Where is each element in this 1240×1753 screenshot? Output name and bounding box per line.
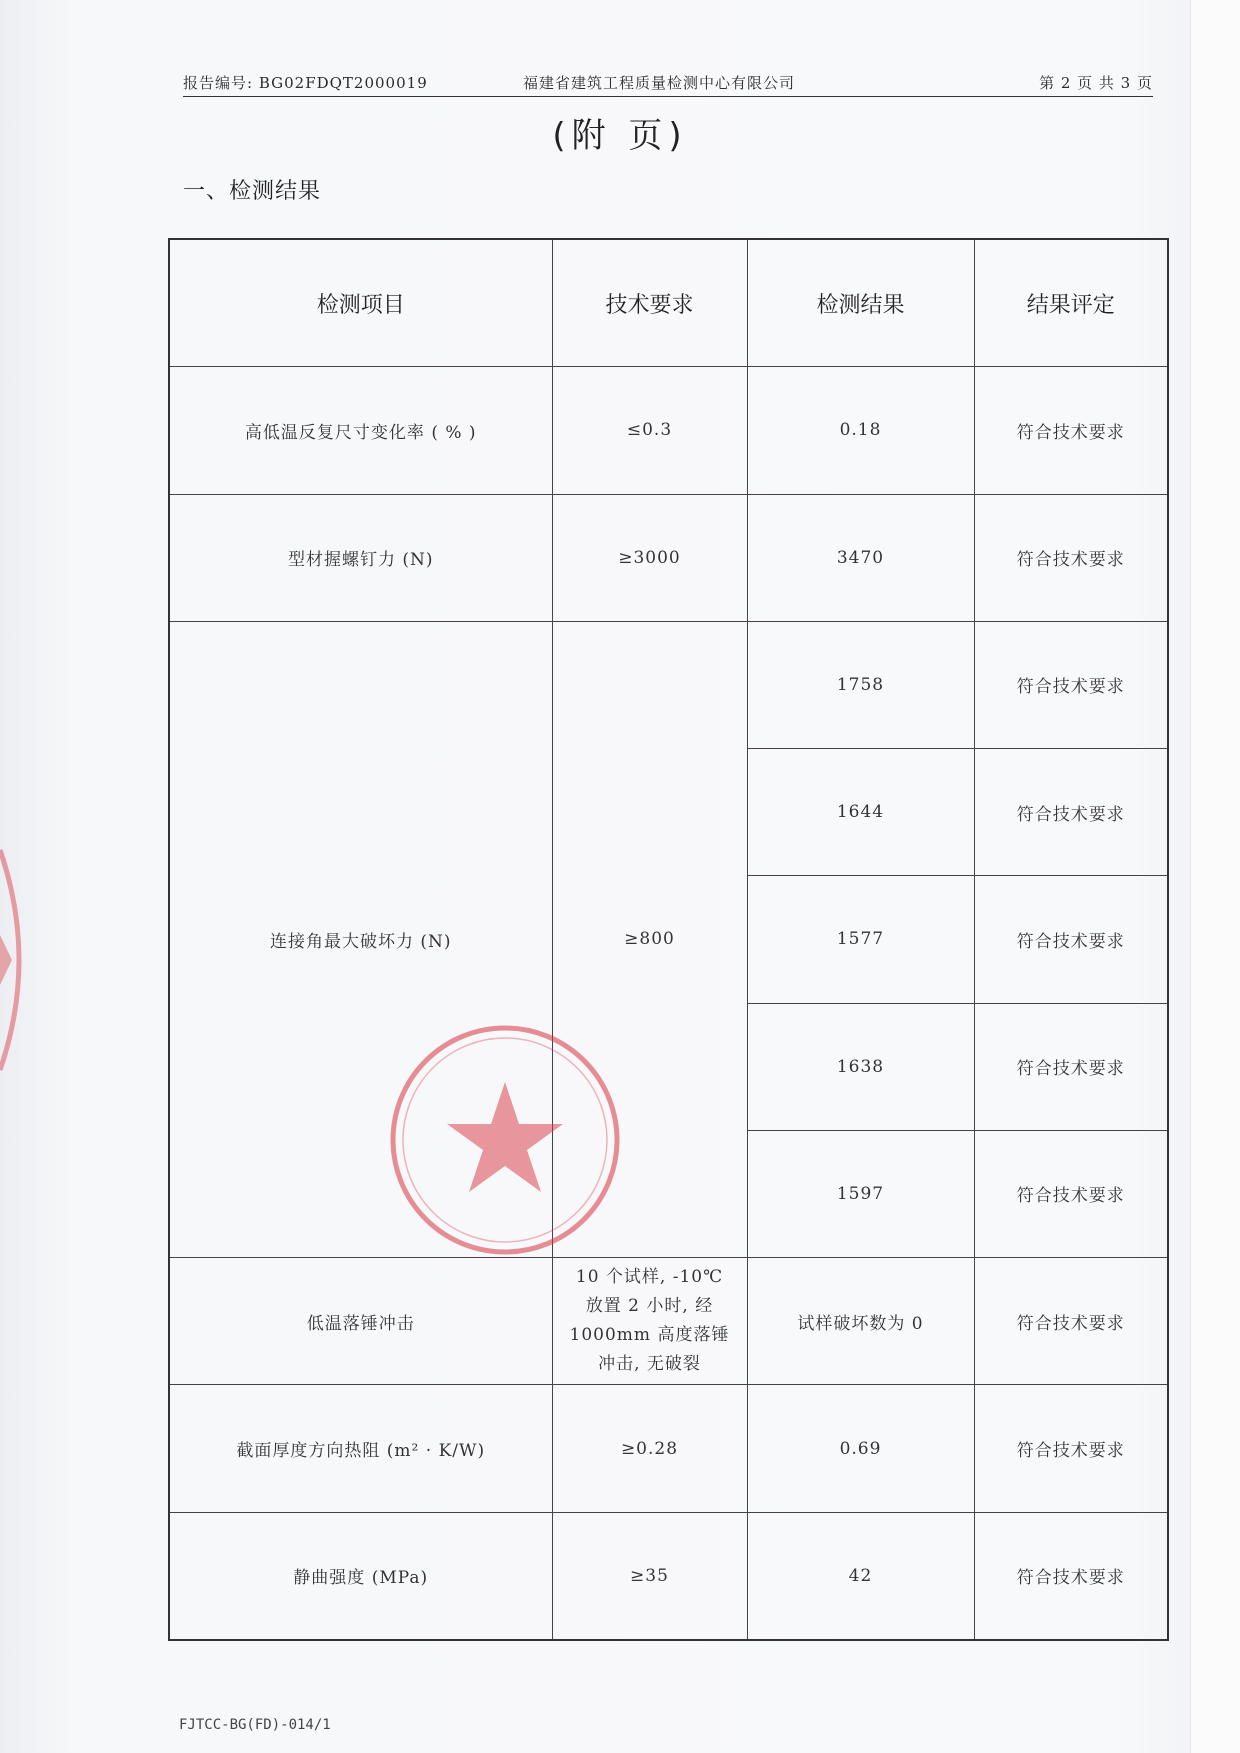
row-verdict: 符合技术要求 — [974, 1258, 1168, 1385]
header-verdict: 结果评定 — [974, 239, 1168, 367]
row-result: 0.69 — [747, 1385, 974, 1512]
row-item: 型材握螺钉力 (N) — [169, 494, 552, 621]
page-edge — [1190, 0, 1240, 1753]
table-row — [169, 367, 1168, 494]
table-row — [169, 1512, 1168, 1640]
row-verdict: 符合技术要求 — [974, 876, 1168, 1003]
header-result: 检测结果 — [747, 239, 974, 367]
table-header-row — [169, 239, 1168, 367]
table-row — [169, 1385, 1168, 1512]
requirement-line: 冲击, 无破裂 — [598, 1354, 701, 1375]
report-number: 报告编号: BG02FDQT2000019 — [183, 74, 428, 92]
page-subtitle: (附 页) — [552, 116, 688, 156]
row-result: 1644 — [747, 749, 974, 876]
row-item: 截面厚度方向热阻 (m² · K/W) — [169, 1385, 552, 1512]
row-item: 低温落锤冲击 — [169, 1258, 552, 1385]
section-title: 一、检测结果 — [183, 179, 322, 204]
row-verdict: 符合技术要求 — [974, 1130, 1168, 1257]
requirement-line: 放置 2 小时, 经 — [585, 1296, 714, 1317]
row-requirement: ≥35 — [552, 1512, 747, 1640]
row-item: 静曲强度 (MPa) — [169, 1512, 552, 1640]
row-result: 1577 — [747, 876, 974, 1003]
star-icon — [447, 1082, 563, 1192]
company-name: 福建省建筑工程质量检测中心有限公司 — [523, 74, 796, 92]
row-result: 0.18 — [747, 367, 974, 494]
row-requirement — [552, 1258, 747, 1385]
row-requirement: ≥3000 — [552, 494, 747, 621]
table-row — [169, 1258, 1168, 1385]
header-item: 检测项目 — [169, 239, 552, 367]
page-indicator: 第 2 页 共 3 页 — [1039, 74, 1153, 92]
row-requirement: ≥0.28 — [552, 1385, 747, 1512]
form-code: FJTCC-BG(FD)-014/1 — [179, 1717, 331, 1733]
row-requirement: ≤0.3 — [552, 367, 747, 494]
row-verdict: 符合技术要求 — [974, 749, 1168, 876]
requirement-line: 1000mm 高度落锤 — [569, 1325, 730, 1346]
row-requirement: ≥800 — [552, 621, 747, 1257]
row-verdict: 符合技术要求 — [974, 1385, 1168, 1512]
page-header — [183, 66, 1153, 97]
results-table — [168, 238, 1169, 1641]
row-verdict: 符合技术要求 — [974, 367, 1168, 494]
row-item: 连接角最大破坏力 (N) — [169, 621, 552, 1257]
table-row — [169, 494, 1168, 621]
row-verdict: 符合技术要求 — [974, 621, 1168, 748]
official-seal — [385, 1020, 625, 1260]
header-requirement: 技术要求 — [552, 239, 747, 367]
row-result: 3470 — [747, 494, 974, 621]
row-result: 1597 — [747, 1130, 974, 1257]
row-verdict: 符合技术要求 — [974, 1003, 1168, 1130]
row-result: 试样破坏数为 0 — [747, 1258, 974, 1385]
row-result: 1638 — [747, 1003, 974, 1130]
row-item: 高低温反复尺寸变化率 ( % ) — [169, 367, 552, 494]
requirement-line: 10 个试样, -10℃ — [575, 1267, 724, 1288]
row-verdict: 符合技术要求 — [974, 494, 1168, 621]
side-stamp-fragment — [0, 840, 40, 1080]
row-verdict: 符合技术要求 — [974, 1512, 1168, 1640]
row-result: 1758 — [747, 621, 974, 748]
row-result: 42 — [747, 1512, 974, 1640]
table-row — [169, 621, 1168, 748]
